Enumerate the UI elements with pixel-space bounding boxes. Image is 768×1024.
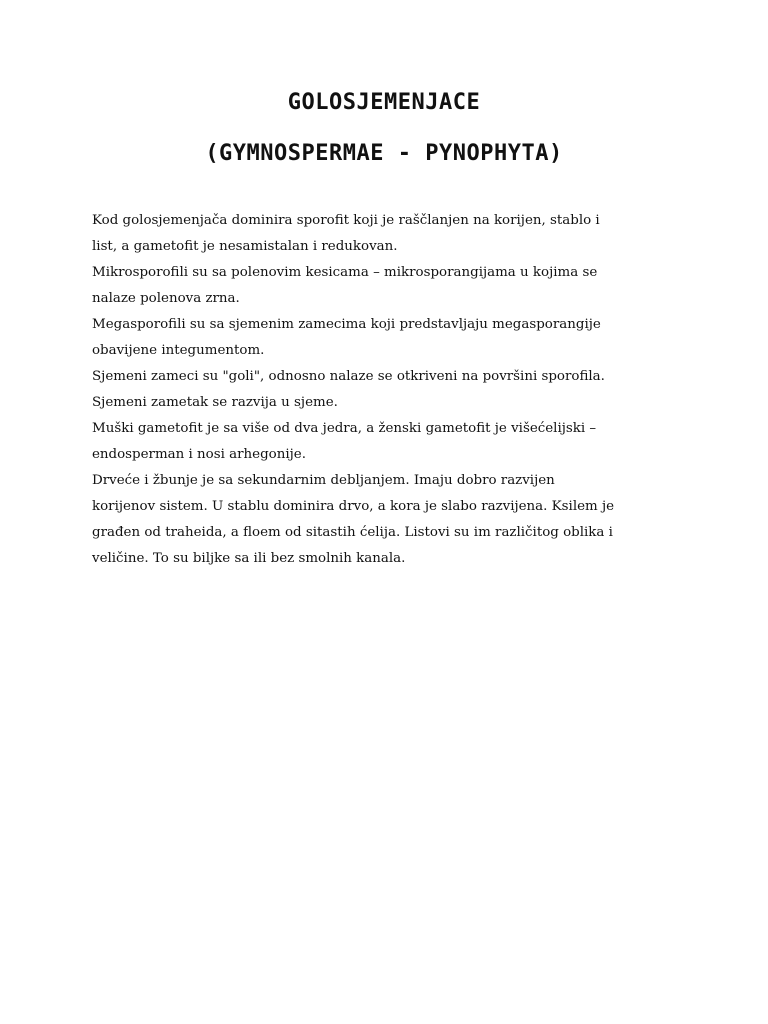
body-line: obavijene integumentom. [92,343,265,358]
body-line: korijenov sistem. U stablu dominira drvo, a kora je slabo razvijena. Ksilem je [92,499,615,514]
body-line: Sjemeni zametak se razvija u sjeme. [92,395,338,410]
body-line: građen od traheida, a floem od sitastih ćelija. Listovi su im različitog oblika i [92,525,613,540]
title-line-1: GOLOSJEMENJACE [287,90,481,115]
body-line: list, a gametofit je nesamistalan i redukovan. [92,239,398,254]
body-line: Megasporofili su sa sjemenim zamecima koji predstavljaju megasporangije [92,317,601,332]
body-line: Sjemeni zameci su "goli", odnosno nalaze se otkriveni na površini sporofila. [92,369,605,384]
title-line-2: (GYMNOSPERMAE - PYNOPHYTA) [205,141,563,166]
document-title [0,88,768,169]
body-paragraphs [92,208,692,572]
body-line: Drveće i žbunje je sa sekundarnim debljanjem. Imaju dobro razvijen [92,473,555,488]
body-line: Mikrosporofili su sa polenovim kesicama – mikrosporangijama u kojima se [92,265,598,280]
body-line: nalaze polenova zrna. [92,291,240,306]
body-line: endosperman i nosi arhegonije. [92,447,306,462]
body-line: Kod golosjemenjača dominira sporofit koji je raščlanjen na korijen, stablo i [92,213,600,228]
body-line: veličine. To su biljke sa ili bez smolnih kanala. [92,551,406,566]
body-line: Muški gametofit je sa više od dva jedra, a ženski gametofit je višećelijski – [92,421,597,436]
